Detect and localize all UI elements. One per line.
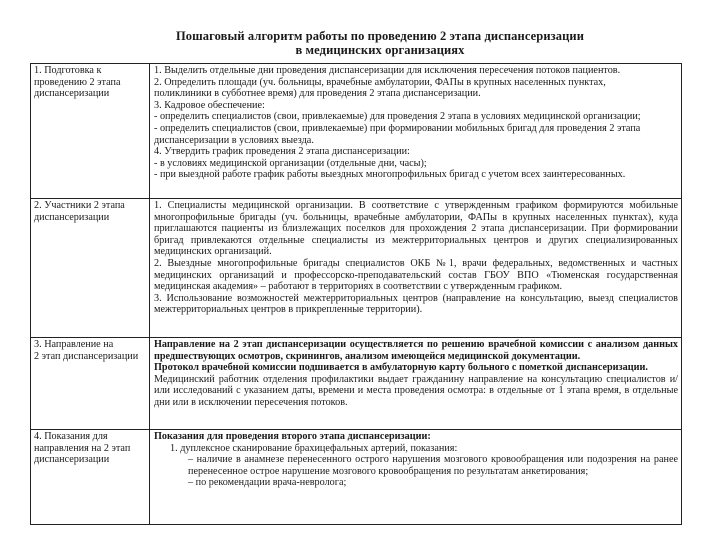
list-item: 1. дуплексное сканирование брахицефальных артерий, показания: [170, 442, 458, 454]
step-cell [31, 199, 150, 338]
text-line: 1. Выделить отдельные дни проведения диспансеризации для исключения пересечения потоков пациентов. [154, 65, 621, 76]
step-label: 3. Направление на [34, 339, 114, 350]
step-cell [31, 430, 150, 525]
step-label: диспансеризации [34, 88, 110, 100]
step-label: 4. Показания для [34, 431, 108, 442]
text-line: 3. Кадровое обеспечение: [154, 99, 265, 111]
table-row-referral [31, 338, 682, 430]
paragraph-bold: Протокол врачебной комиссии подшивается в амбулаторную карту больного с пометкой диспансеризации. [154, 362, 648, 374]
step-label: 1. Подготовка к [34, 65, 102, 76]
paragraph: 3. Использование возможностей межтерриториальных центров (направление на консультацию, выезд специалистов межтерриториальных центров в прикрепленные территории). [154, 292, 678, 316]
title-line-1: Пошаговый алгоритм работы по проведению 2 этапа диспансеризации [175, 29, 585, 43]
text-line: 4. Утвердить график проведения 2 этапа диспансеризации: [154, 146, 410, 158]
step-label: 2. Участники 2 этапа [34, 200, 125, 211]
text-line: - определить специалистов (свои, привлекаемые) при формировании мобильных бригад для проведения 2 этапа [154, 122, 641, 134]
indications-heading: Показания для проведения второго этапа диспансеризации: [154, 431, 431, 442]
text-line: диспансеризации в условиях выезда. [154, 134, 314, 146]
step-label: диспансеризации [34, 211, 110, 223]
algorithm-table [30, 63, 682, 525]
table-row-participants [31, 199, 682, 338]
text-line: - определить специалистов (свои, привлекаемые) для проведения 2 этапа в условиях медицинской организации; [154, 111, 641, 123]
title-line-2: в медицинских организациях [295, 43, 465, 57]
text-line: поликлиники в субботнее время) для проведения 2 этапа диспансеризации. [154, 88, 481, 100]
paragraph: 1. Специалисты медицинской организации. В соответствие с утвержденным графиком формируются мобильные многопрофильные бригады (уч. больницы, врачебные амбулатории, ФАПы в крупных населенных пунктах), куда приглашаются пациенты из близлежащих поселков для прохождения 2 этапа диспансеризации. При формировании бригад привлекаются отдельные специалисты из межтерриториальных центров и других специализированных медицинских организаций. [154, 200, 678, 258]
document-title [100, 29, 660, 57]
list-subitem: – наличие в анамнезе перенесенного острого нарушения мозгового кровообращения или подозрения на ранее перенесенное острое нарушение мозгового кровообращения по результатам анкетирования; [188, 454, 678, 477]
list-subitem: – по рекомендации врача-невролога; [188, 477, 347, 489]
content-cell [150, 430, 682, 525]
step-cell [31, 338, 150, 430]
step-label: направления на 2 этап [34, 442, 131, 454]
table-row-indications [31, 430, 682, 525]
text-line: - в условиях медицинской организации (отдельные дни, часы); [154, 157, 427, 169]
table-row-preparation [31, 64, 682, 199]
content-cell [150, 338, 682, 430]
content-cell [150, 64, 682, 199]
step-label: проведению 2 этапа [34, 76, 121, 88]
step-cell [31, 64, 150, 199]
content-cell [150, 199, 682, 338]
step-label: диспансеризации [34, 454, 110, 466]
text-line: - при выездной работе график работы выездных многопрофильных бригад с учетом всех заинтересованных. [154, 169, 626, 181]
paragraph: 2. Выездные многопрофильные бригады специалистов ОКБ №1, врачи федеральных, ведомственных и частных медицинских организаций и профессорско-преподавательский состав ГБОУ ВПО «Тюменская государственная медицинская академия» – работают в территориях в соответствии с утвержденным графиком. [154, 257, 678, 293]
paragraph: Медицинский работник отделения профилактики выдает гражданину направление на консультацию специалистов и/или исследований с указанием даты, времени и места проведения осмотра: в отдельные от 1 этапа время, в отдельные дни или в исключении пересечения потоков. [154, 373, 678, 408]
text-line: 2. Определить площади (уч. больницы, врачебные амбулатории, ФАПы в крупных населенных пунктах, [154, 76, 606, 88]
step-label: 2 этап диспансеризации [34, 350, 139, 362]
paragraph-bold: Направление на 2 этап диспансеризации осуществляется по решению врачебной комиссии с анализом данных предшествующих осмотров, скринингов, анализом имеющейся медицинской документации. [154, 339, 678, 362]
